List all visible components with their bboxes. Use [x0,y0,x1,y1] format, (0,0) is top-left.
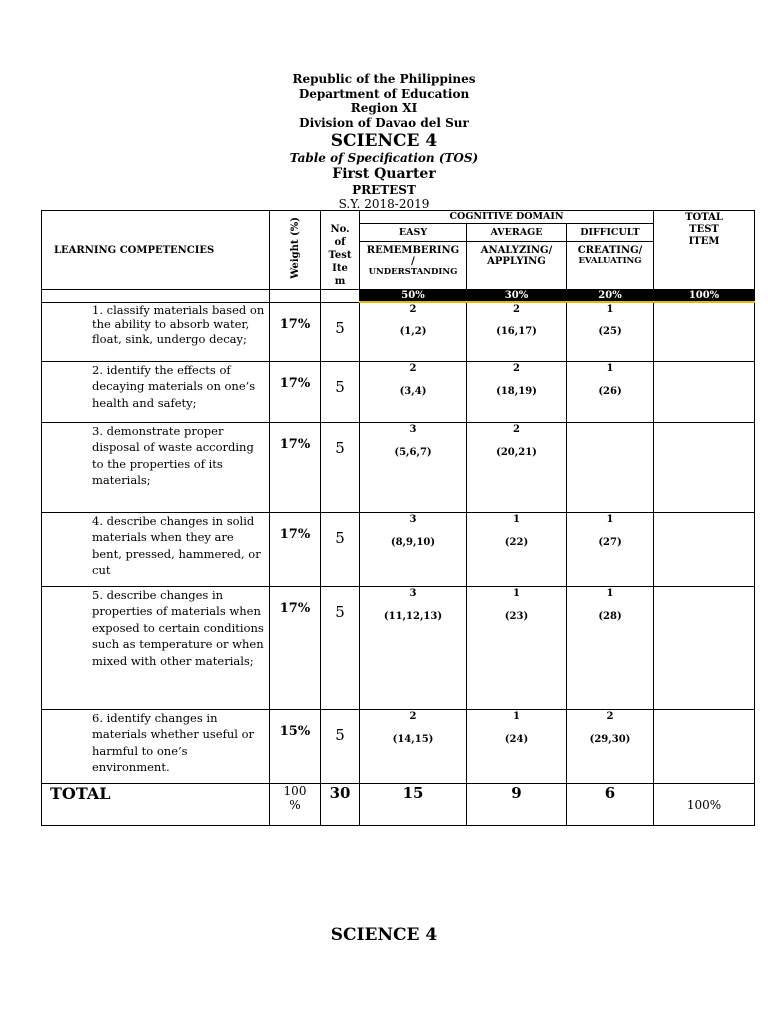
school-year-label: S.Y. 2018-2019 [338,197,430,211]
difficult-cell [567,586,654,709]
test-items-value: 5 [321,586,360,709]
header-level-average: AVERAGE [467,224,567,242]
header-items-line: of [334,237,346,248]
difficult-item-numbers: (29,30) [589,733,631,745]
easy-count: 3 [409,513,417,525]
domain-easy-mid: / [411,256,415,267]
easy-item-numbers: (8,9,10) [390,536,436,548]
difficult-cell [567,709,654,783]
percent-bar-blank [42,290,270,303]
test-items-value: 5 [321,512,360,586]
table-row [42,709,755,783]
total-label: TOTAL [42,783,270,825]
footer-title: SCIENCE 4 [330,925,438,945]
header-total-line: TEST [689,224,719,235]
percent-total: 100% [654,290,755,303]
difficult-item-numbers: (27) [598,536,622,548]
difficult-count: 2 [606,710,614,722]
average-count: 2 [513,423,520,435]
test-items-value: 5 [321,709,360,783]
header-items-line: No. [330,224,350,235]
easy-cell [360,512,467,586]
header-total-line: TOTAL [685,212,723,223]
easy-count: 2 [409,362,417,374]
easy-cell [360,422,467,512]
average-count: 2 [513,362,520,374]
domain-difficult-sub: EVALUATING [578,256,642,266]
header-items-line: Ite [332,263,348,274]
average-cell [467,512,567,586]
test-items-value: 5 [321,361,360,422]
header-learning-competencies: LEARNING COMPETENCIES [42,211,270,290]
total-row [42,783,755,825]
table-row [42,422,755,512]
average-item-numbers: (23) [504,610,529,622]
average-cell [467,302,567,361]
table-row [42,302,755,361]
easy-count: 3 [409,423,417,435]
average-item-numbers: (18,19) [496,385,537,397]
weight-value: 15% [270,709,321,783]
average-cell [467,586,567,709]
easy-cell [360,361,467,422]
header-weight [270,211,321,290]
header-test-items [321,211,360,290]
document-subtitle: Table of Specification (TOS) [289,151,479,165]
competency-text: 6. identify changes in materials whether useful or harmful to one’s environment. [42,709,270,783]
header-cognitive-domain: COGNITIVE DOMAIN [360,211,654,224]
header-republic: Republic of the Philippines [292,72,476,86]
test-items-value: 5 [321,422,360,512]
percent-easy: 50% [360,290,467,303]
header-division: Division of Davao del Sur [299,115,469,130]
average-item-numbers: (22) [504,536,529,548]
average-count: 1 [513,513,520,525]
total-items: 30 [321,783,360,825]
header-weight-label: Weight (%) [289,217,301,279]
table-row [42,586,755,709]
total-weight [270,783,321,825]
easy-cell [360,302,467,361]
quarter-label: First Quarter [332,165,436,182]
test-type-label: PRETEST [352,182,416,197]
tos-table [41,210,755,826]
table-row [42,512,755,586]
domain-easy-sub: UNDERSTANDING [368,267,458,277]
difficult-count: 1 [606,513,614,525]
percent-bar-blank [321,290,360,303]
header-department: Department of Education [298,86,470,101]
competency-text: 3. demonstrate proper disposal of waste according to the properties of its materials; [42,422,270,512]
easy-count: 3 [409,587,417,599]
easy-item-numbers: (3,4) [399,385,427,397]
difficult-cell [567,302,654,361]
percent-average: 30% [467,290,567,303]
total-difficult: 6 [567,783,654,825]
total-weight-line: 100 [283,783,307,798]
weight-value: 17% [270,512,321,586]
easy-item-numbers: (1,2) [399,326,427,337]
total-item-cell [654,709,755,783]
average-item-numbers: (24) [504,733,529,745]
header-domain-difficult [567,242,654,290]
average-count: 1 [513,587,520,599]
easy-item-numbers: (14,15) [392,733,434,745]
document-header [0,72,768,212]
easy-item-numbers: (5,6,7) [394,446,432,458]
total-item-cell [654,512,755,586]
total-item-cell [654,361,755,422]
header-items-line: m [334,276,346,287]
document-title: SCIENCE 4 [330,131,438,151]
average-count: 1 [513,710,520,722]
competency-text: 4. describe changes in solid materials when they are bent, pressed, hammered, or cut [42,512,270,586]
total-easy: 15 [360,783,467,825]
header-row-1 [42,211,755,224]
weight-value: 17% [270,586,321,709]
difficult-cell [567,512,654,586]
difficult-count: 1 [606,304,614,315]
difficult-cell [567,422,654,512]
competency-text: 5. describe changes in properties of materials when exposed to certain conditions such as temperature or when mixed with other materials; [42,586,270,709]
total-average: 9 [467,783,567,825]
competency-text: 2. identify the effects of decaying materials on one’s health and safety; [42,361,270,422]
header-level-difficult: DIFFICULT [567,224,654,242]
weight-value: 17% [270,302,321,361]
percent-bar-blank [270,290,321,303]
easy-count: 2 [409,304,417,315]
easy-cell [360,709,467,783]
total-percent: 100% [654,783,755,825]
header-items-line: Test [328,250,352,261]
header-domain-average [467,242,567,290]
header-level-easy: EASY [360,224,467,242]
average-cell [467,422,567,512]
difficult-item-numbers: (25) [598,326,622,337]
domain-average-mid: APPLYING [487,256,546,267]
average-count: 2 [513,304,520,315]
percent-difficult: 20% [567,290,654,303]
test-items-value: 5 [321,302,360,361]
total-item-cell [654,422,755,512]
header-total-line: ITEM [688,236,720,247]
difficult-count: 1 [606,362,614,374]
weight-value: 17% [270,361,321,422]
difficult-item-numbers: (28) [598,610,622,622]
average-item-numbers: (16,17) [496,326,537,337]
domain-average-main: ANALYZING/ [480,245,553,256]
difficult-item-numbers: (26) [598,385,622,397]
easy-item-numbers: (11,12,13) [383,610,443,622]
header-region: Region XI [350,101,418,115]
table-row [42,361,755,422]
domain-difficult-main: CREATING/ [577,245,643,256]
easy-count: 2 [409,710,417,722]
difficult-count: 1 [606,587,614,599]
average-item-numbers: (20,21) [496,446,537,458]
average-cell [467,361,567,422]
total-item-cell [654,586,755,709]
easy-cell [360,586,467,709]
total-item-cell [654,302,755,361]
average-cell [467,709,567,783]
total-weight-line: % [289,797,301,812]
percent-bar-row [42,290,755,303]
difficult-cell [567,361,654,422]
header-total-test-item [654,211,755,290]
domain-easy-main: REMEMBERING [366,245,460,256]
weight-value: 17% [270,422,321,512]
header-domain-easy [360,242,467,290]
competency-text: 1. classify materials based on the ability to absorb water, float, sink, undergo decay; [42,302,270,361]
